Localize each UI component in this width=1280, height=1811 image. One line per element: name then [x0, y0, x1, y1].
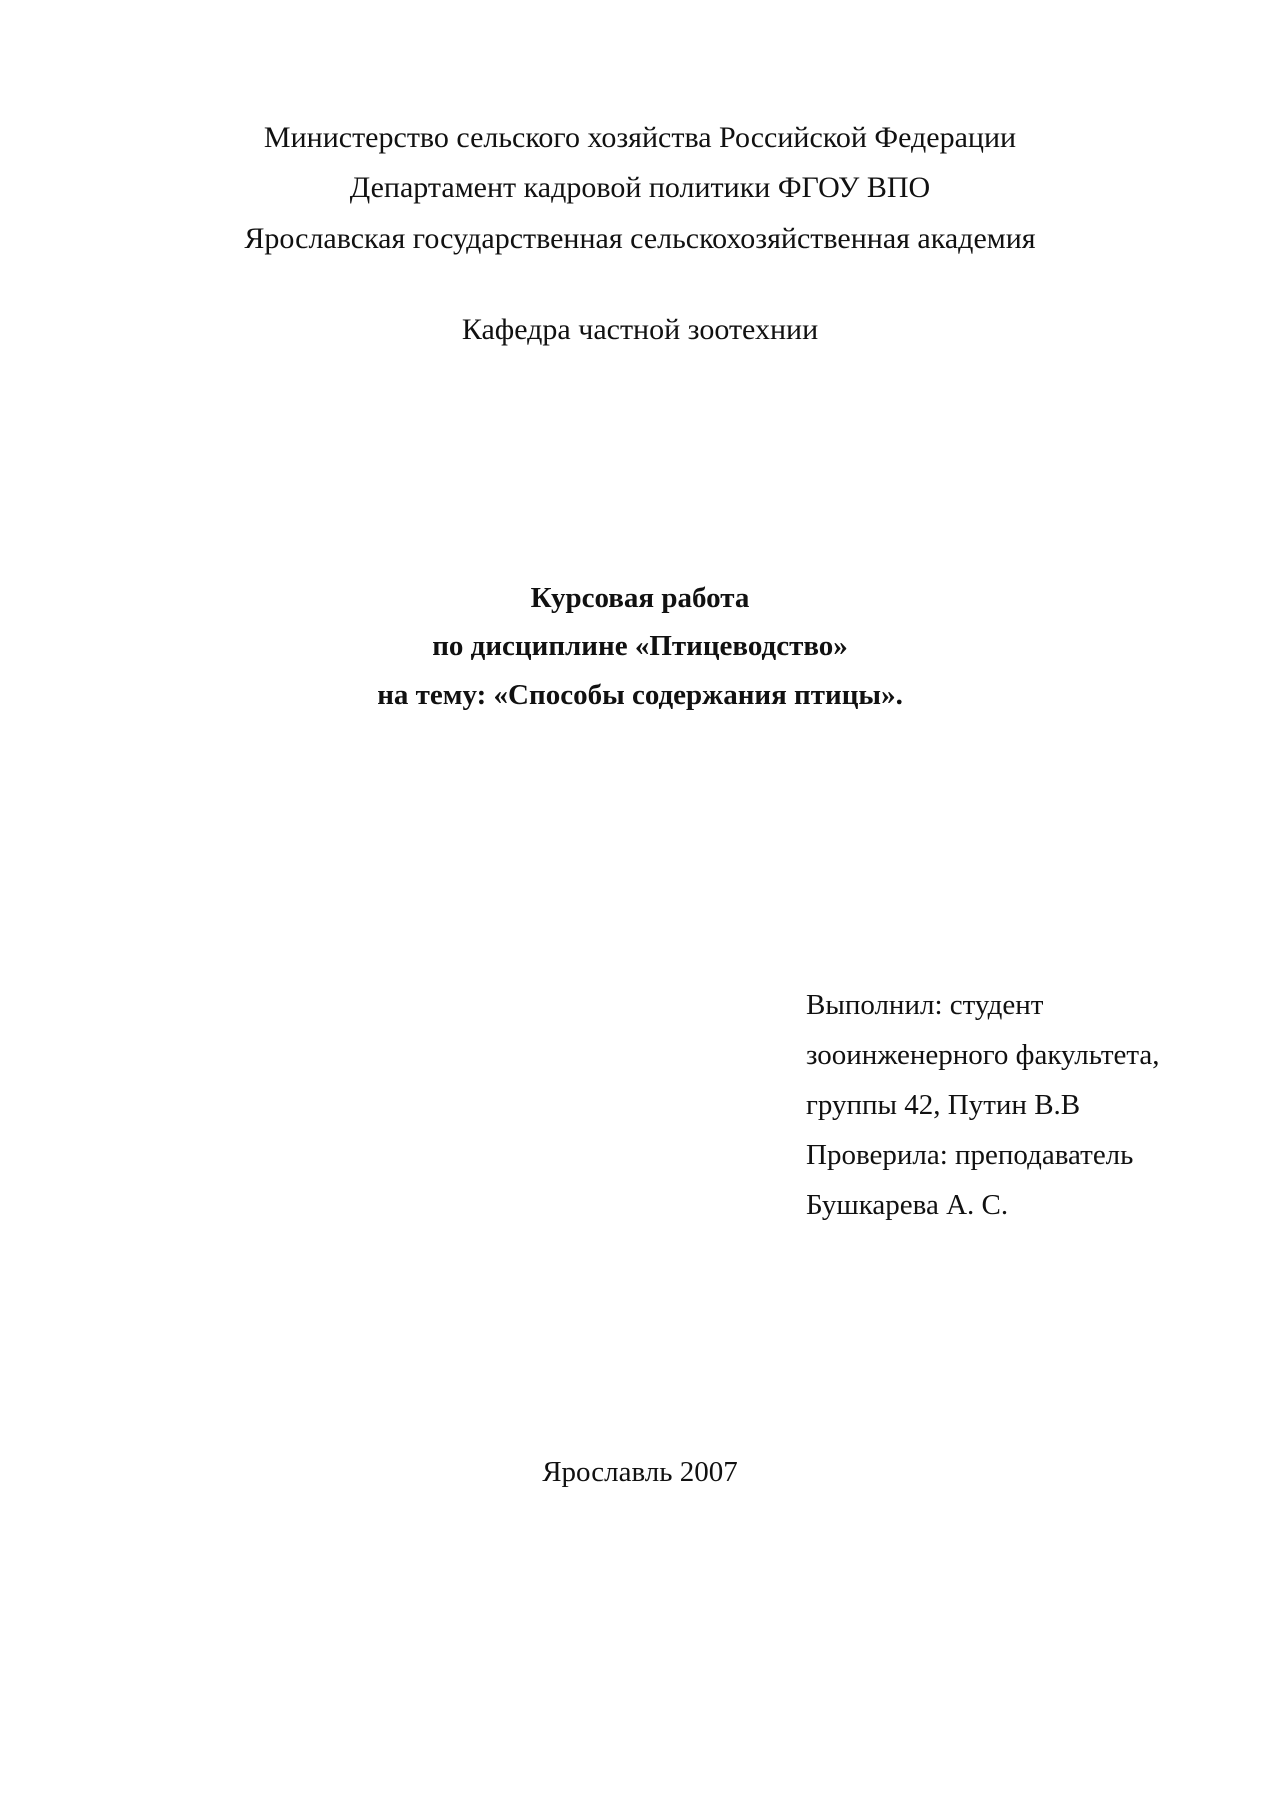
- discipline-line: по дисциплине «Птицеводство»: [432, 630, 848, 662]
- author-performed-line: Выполнил: студент: [806, 989, 1044, 1021]
- author-faculty-line: зооинженерного факультета,: [806, 1039, 1160, 1071]
- coursework-title: Курсовая работа: [530, 582, 750, 614]
- author-group-line: группы 42, Путин В.В: [806, 1089, 1081, 1121]
- checker-name-line: Бушкарева А. С.: [806, 1189, 1009, 1221]
- academy-line: Ярославская государственная сельскохозяйственная академия: [244, 222, 1036, 255]
- city-year-line: Ярославль 2007: [542, 1456, 738, 1488]
- checker-line: Проверила: преподаватель: [806, 1139, 1134, 1171]
- ministry-line: Министерство сельского хозяйства Российской Федерации: [263, 121, 1017, 154]
- department-line: Департамент кадровой политики ФГОУ ВПО: [349, 171, 931, 204]
- topic-line: на тему: «Способы содержания птицы».: [377, 679, 903, 711]
- chair-line: Кафедра частной зоотехнии: [461, 313, 819, 346]
